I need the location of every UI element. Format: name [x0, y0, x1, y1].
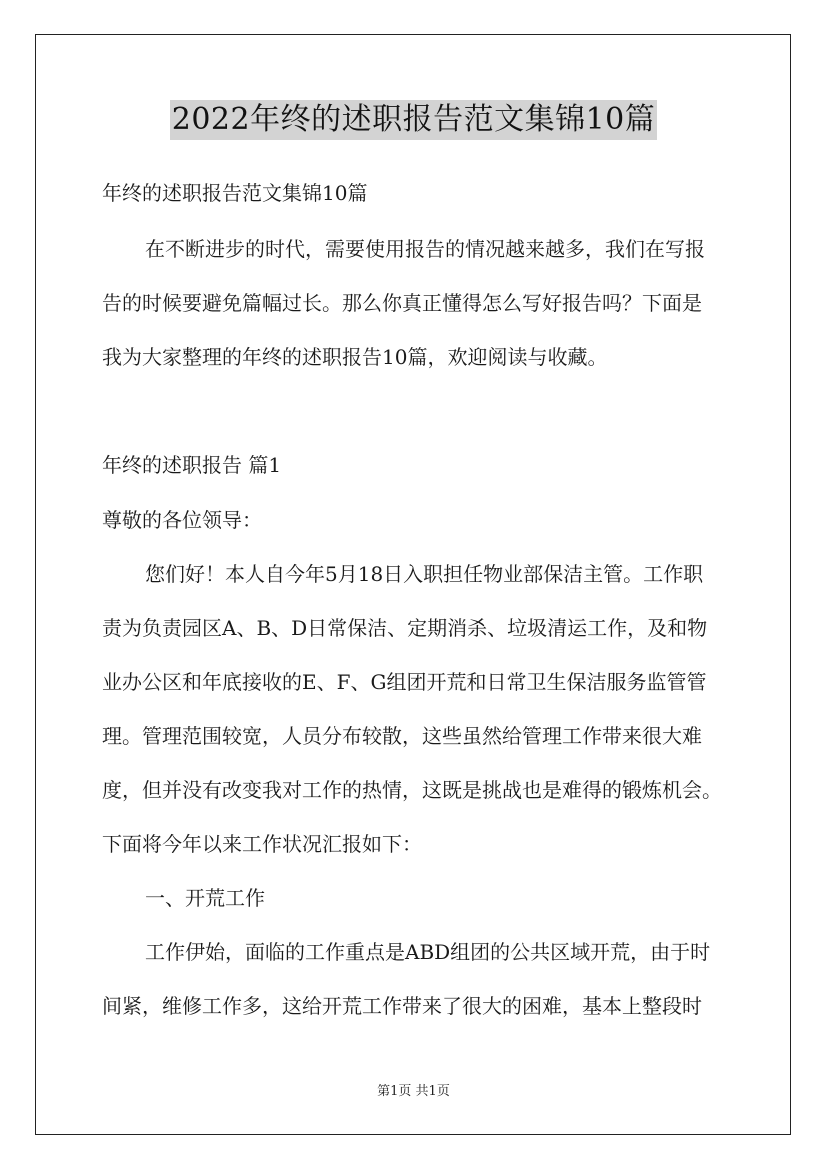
intro-line-2: 告的时候要避免篇幅过长。那么你真正懂得怎么写好报告吗？下面是 [102, 291, 702, 315]
body-line-6: 下面将今年以来工作状况汇报如下： [102, 832, 422, 856]
body-line-4: 理。管理范围较宽，人员分布较散，这些虽然给管理工作带来很大难 [102, 724, 702, 748]
title-container [0, 100, 827, 140]
section-heading: 年终的述职报告 篇1 [102, 453, 282, 477]
intro-line-1: 在不断进步的时代，需要使用报告的情况越来越多，我们在写报 [145, 237, 705, 261]
document-title: 2022年终的述职报告范文集锦10篇 [170, 100, 658, 140]
body-line-1: 您们好！本人自今年5月18日入职担任物业部保洁主管。工作职 [145, 562, 704, 586]
body-line-3: 业办公区和年底接收的E、F、G组团开荒和日常卫生保洁服务监管管 [102, 670, 707, 694]
work-line-1: 工作伊始，面临的工作重点是ABD组团的公共区域开荒，由于时 [145, 940, 711, 964]
page-number-footer: 第1页 共1页 [377, 1084, 450, 1099]
document-subtitle: 年终的述职报告范文集锦10篇 [102, 181, 368, 205]
salutation: 尊敬的各位领导： [102, 508, 262, 532]
body-line-2: 责为负责园区A、B、D日常保洁、定期消杀、垃圾清运工作，及和物 [102, 616, 708, 640]
work-line-2: 间紧，维修工作多，这给开荒工作带来了很大的困难，基本上整段时 [102, 994, 702, 1018]
intro-line-3: 我为大家整理的年终的述职报告10篇，欢迎阅读与收藏。 [102, 345, 608, 369]
subheading: 一、开荒工作 [145, 886, 265, 910]
body-line-5: 度，但并没有改变我对工作的热情，这既是挑战也是难得的锻炼机会。 [102, 778, 722, 802]
